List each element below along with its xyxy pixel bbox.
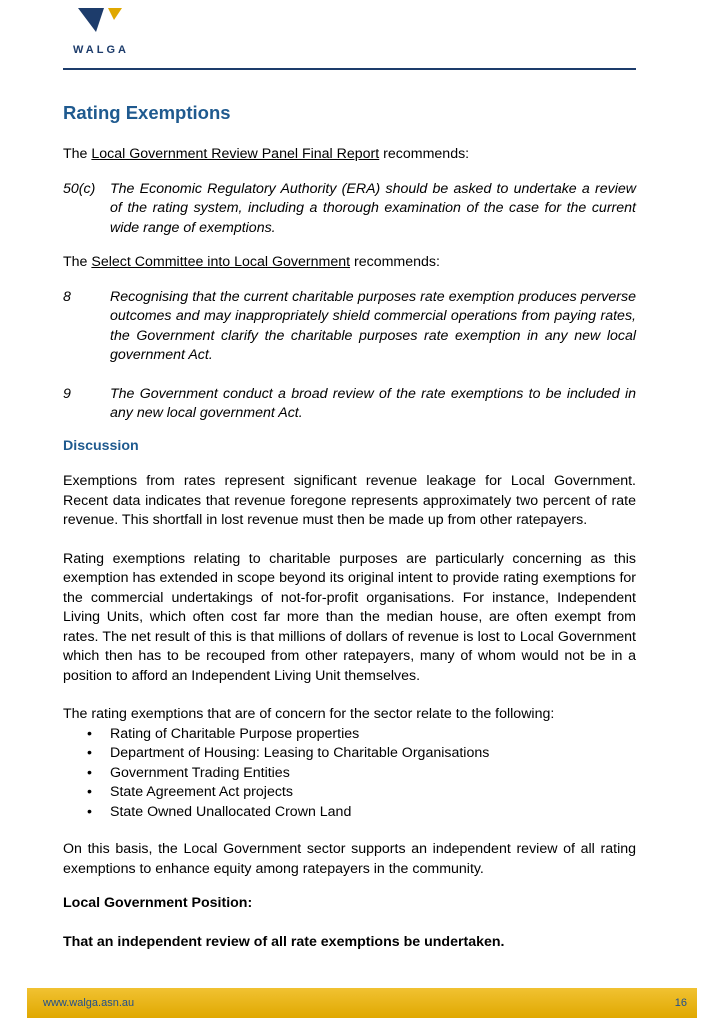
discussion-paragraph-4: On this basis, the Local Government sector supports an independent review of all rating exemptions to enhance equity among ratepayers in the community.	[63, 841, 636, 877]
discussion-paragraph-3: The rating exemptions that are of concern for the sector relate to the following:	[63, 706, 555, 722]
page-content	[63, 101, 636, 952]
recommendation-text: The Government conduct a broad review of the rate exemptions to be included in any new local government Act.	[110, 385, 636, 421]
list-item: • Rating of Charitable Purpose properties	[63, 725, 636, 745]
exemptions-list	[63, 725, 636, 823]
list-item: • State Agreement Act projects	[63, 783, 636, 803]
recommendation-50c	[63, 180, 636, 239]
header-divider	[63, 68, 636, 70]
panel-report-link[interactable]: Local Government Review Panel Final Report	[91, 146, 380, 162]
recommendation-text: The Economic Regulatory Authority (ERA) should be asked to undertake a review of the rating system, including a thorough examination of the case for the current wide range of exemptions.	[110, 180, 636, 236]
page-title: Rating Exemptions	[63, 102, 231, 123]
recommendation-number: 50(c)	[63, 180, 96, 197]
intro-paragraph-1: The Local Government Review Panel Final Report recommends:	[63, 146, 470, 162]
recommendation-number: 8	[63, 288, 71, 305]
discussion-heading: Discussion	[63, 437, 139, 454]
list-item: • State Owned Unallocated Crown Land	[63, 803, 636, 823]
discussion-paragraph-1: Exemptions from rates represent significant revenue leakage for Local Government. Recent data indicates that revenue foregone represents approximately two percent of rate revenue. This shortfall in lost revenue must then be made up from other ratepayers.	[63, 473, 636, 528]
recommendation-8	[63, 288, 636, 366]
footer-url[interactable]: www.walga.asn.au	[43, 997, 135, 1009]
page-footer	[27, 988, 697, 1018]
recommendation-text: Recognising that the current charitable purposes rate exemption produces perverse outcomes and may inappropriately shield commercial operations from paying rates, the Government clarify the charitable purposes rate exemption in any new local government Act.	[110, 288, 636, 363]
position-heading: Local Government Position:	[63, 895, 253, 911]
discussion-paragraph-2: Rating exemptions relating to charitable purposes are particularly concerning as this exemption has extended in scope beyond its original intent to provide rating exemptions for the commercial undertakings of not-for-profit organisations. For instance, Independent Living Units, which often cost far more than the median house, are often exempt from rates. The net result of this is that millions of dollars of revenue is lost to Local Government which then has to be recouped from other ratepayers, many of whom would not be in a position to afford an Independent Living Unit themselves.	[63, 550, 636, 684]
intro-paragraph-2: The Select Committee into Local Government recommends:	[63, 254, 440, 270]
recommendation-9	[63, 385, 636, 424]
page-number: 16	[674, 997, 687, 1009]
position-statement: That an independent review of all rate exemptions be undertaken.	[63, 933, 505, 950]
select-committee-link[interactable]: Select Committee into Local Government	[91, 254, 351, 270]
list-item: • Government Trading Entities	[63, 764, 636, 784]
list-item: • Department of Housing: Leasing to Charitable Organisations	[63, 744, 636, 764]
recommendation-number: 9	[63, 385, 71, 402]
logo-wordmark: WALGA	[73, 44, 129, 56]
